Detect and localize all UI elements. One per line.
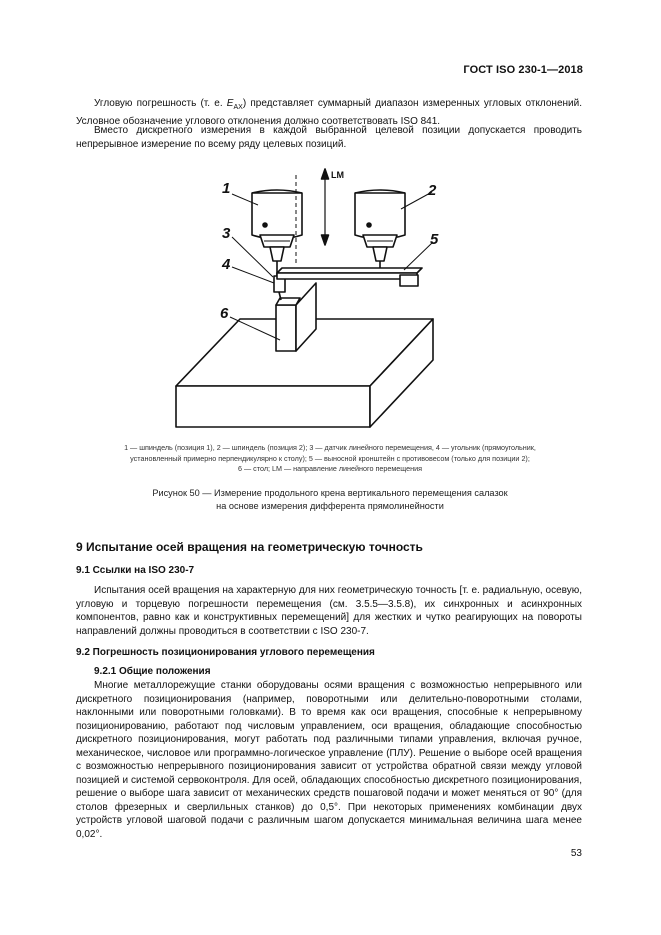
intro-p1-before: Угловую погрешность (т. е. [94,98,227,109]
figure-title [40,487,620,513]
square-front [276,305,296,351]
label-5: 5 [430,231,439,248]
figure-title-line-2: на основе измерения дифферента прямолинейности [216,501,444,511]
label-3: 3 [222,225,231,242]
label-4: 4 [222,256,231,273]
label-lm: LM [331,170,344,180]
document-code-header: ГОСТ ISO 230-1—2018 [463,64,583,76]
section-9-heading: 9 Испытание осей вращения на геометрическую точность [76,540,423,554]
section-9-2-1-paragraph [76,679,582,841]
table-front [176,386,370,427]
lm-arrow-head-up [322,169,329,179]
lm-arrow-head-down [322,235,329,245]
legend-line-1: 1 — шпиндель (позиция 1), 2 — шпиндель (позиция 2); 3 — датчик линейного перемещения, 4 — угольник (прямоугольник, [124,443,536,452]
section-9-2-heading: 9.2 Погрешность позиционирования углового перемещения [76,647,375,658]
section-9-1-heading: 9.1 Ссылки на ISO 230-7 [76,565,195,576]
section-9-1-paragraph [76,584,582,638]
label-2: 2 [428,182,437,199]
section-9-2-1-text: Многие металлорежущие станки оборудованы осями вращения с возможностью непрерывного или дискретного позиционирования (например, поворотными или делительно-поворотными столами, наклонными или поворотными головками). В то время как оси вращения, способные к непрерывному позиционированию, работают под числовым управлением, оси вращения, обладающие способностью дискретного позиционирования, могут работать под различными типами управления, включая ручное, механическое, числовое или программно-логическое управление (ПЛУ). Решение о выборе осей вращения с возможностью непрерывного позиционирования зависит от устройства обратной связи между угловой позицией и системой сервоконтроля. Для осей, обладающих способностью дискретного позиционирования, решение о выборе шага зависит от механических средств пошаговой подачи и может меняться от 90° (для столов фрезерных и сверлильных станков) до 0,5°. При некоторых применениях комбинации двух устройств угловой шаговой подачи с различным шагом допускается минимальная величина шага менее 0,02°. [76,680,582,840]
intro-p2-text: Вместо дискретного измерения в каждой выбранной целевой позиции допускается проводить непрерывное измерение по всему ряду целевых позиций. [76,125,582,150]
spindle-1-shape [252,190,302,276]
counterweight [400,275,418,286]
spindle-2-shape [355,190,405,271]
figure-50-diagram [160,165,450,435]
label-1: 1 [222,180,231,197]
formula-e-sub: AX [233,104,243,111]
legend-line-3: 6 — стол; LM — направление линейного перемещения [238,464,422,473]
page-number: 53 [570,848,582,859]
section-9-2-1-heading: 9.2.1 Общие положения [94,666,211,677]
figure-legend [40,443,620,475]
figure-title-line-1: Рисунок 50 — Измерение продольного крена вертикального перемещения салазок [152,488,508,498]
intro-p1-after: ) представляет суммарный диапазон измеренных угловых отклонений. Условное обозначение углового отклонения должно соответствовать ISO 841. [76,98,582,127]
label-6: 6 [220,305,229,322]
intro-paragraph-2 [76,124,582,151]
square-top [276,298,300,305]
section-9-1-text: Испытания осей вращения на характерную для них геометрическую точность [т. е. радиальную, осевую, угловую и торцевую погрешности перемещения (см. 3.5.5—3.5.8), их синхронных и асинхронных компонентов, равно как и конструктивных перемещений] для жестких и чутко реагирующих на повороты направлений должны проводиться в соответствии с ISO 230-7. [76,585,582,637]
legend-line-2: установленный примерно перпендикулярно к столу); 5 — выносной кронштейн с противовесом (только для позиции 2); [130,453,530,463]
formula-e-var: E [226,98,234,109]
